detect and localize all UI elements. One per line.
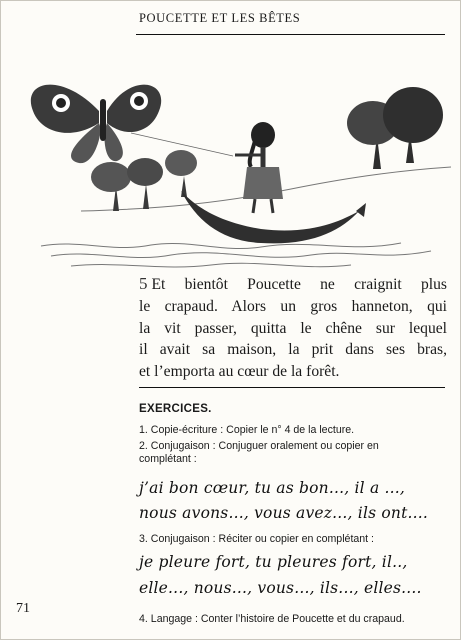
exercise-item: 1. Copie-écriture : Copier le n° 4 de la lecture.	[139, 424, 355, 436]
cursive-line: elle..., nous..., vous..., ils..., elles....	[139, 579, 422, 597]
page-number: 71	[16, 601, 30, 616]
exercises-title: EXERCICES.	[139, 403, 212, 415]
exercise-item: 3. Conjugaison : Réciter ou copier en complétant :	[139, 533, 375, 545]
paragraph-line: la vit passer, quitta le chêne sur lequel	[139, 319, 447, 337]
reading-paragraph	[139, 273, 447, 383]
tree-icon	[347, 87, 443, 169]
exercises-section	[139, 403, 449, 466]
exercise-item: 4. Langage : Conter l’histoire de Poucette et du crapaud.	[139, 613, 405, 625]
paragraph-line: le crapaud. Alors un gros hanneton, qui	[139, 297, 447, 315]
butterfly-icon	[31, 85, 161, 164]
water-waves	[41, 243, 431, 267]
girl-icon	[235, 122, 283, 213]
running-head: POUCETTE ET LES BÊTES	[139, 11, 301, 25]
illustration	[21, 71, 456, 281]
section-rule	[139, 387, 445, 388]
cursive-line: nous avons..., vous avez..., ils ont....	[139, 504, 429, 522]
cursive-line: je pleure fort, tu pleures fort, il..,	[139, 553, 408, 571]
header-rule	[136, 34, 445, 35]
exercise-item: 2. Conjugaison : Conjuguer oralement ou copier en complétant :	[139, 440, 379, 465]
cursive-line: j’ai bon cœur, tu as bon..., il a ...,	[139, 479, 406, 497]
paragraph-line: il avait sa maison, la prit dans ses bras,	[139, 341, 447, 359]
paragraph-line: 5 Et bientôt Poucette ne craignit plus	[139, 274, 447, 293]
paragraph-number: 5	[139, 274, 148, 293]
exercise-item-4	[139, 613, 449, 626]
paragraph-line: et l’emporta au cœur de la forêt.	[139, 363, 340, 381]
exercise-item-3	[139, 533, 449, 546]
tree-icon	[91, 150, 197, 211]
